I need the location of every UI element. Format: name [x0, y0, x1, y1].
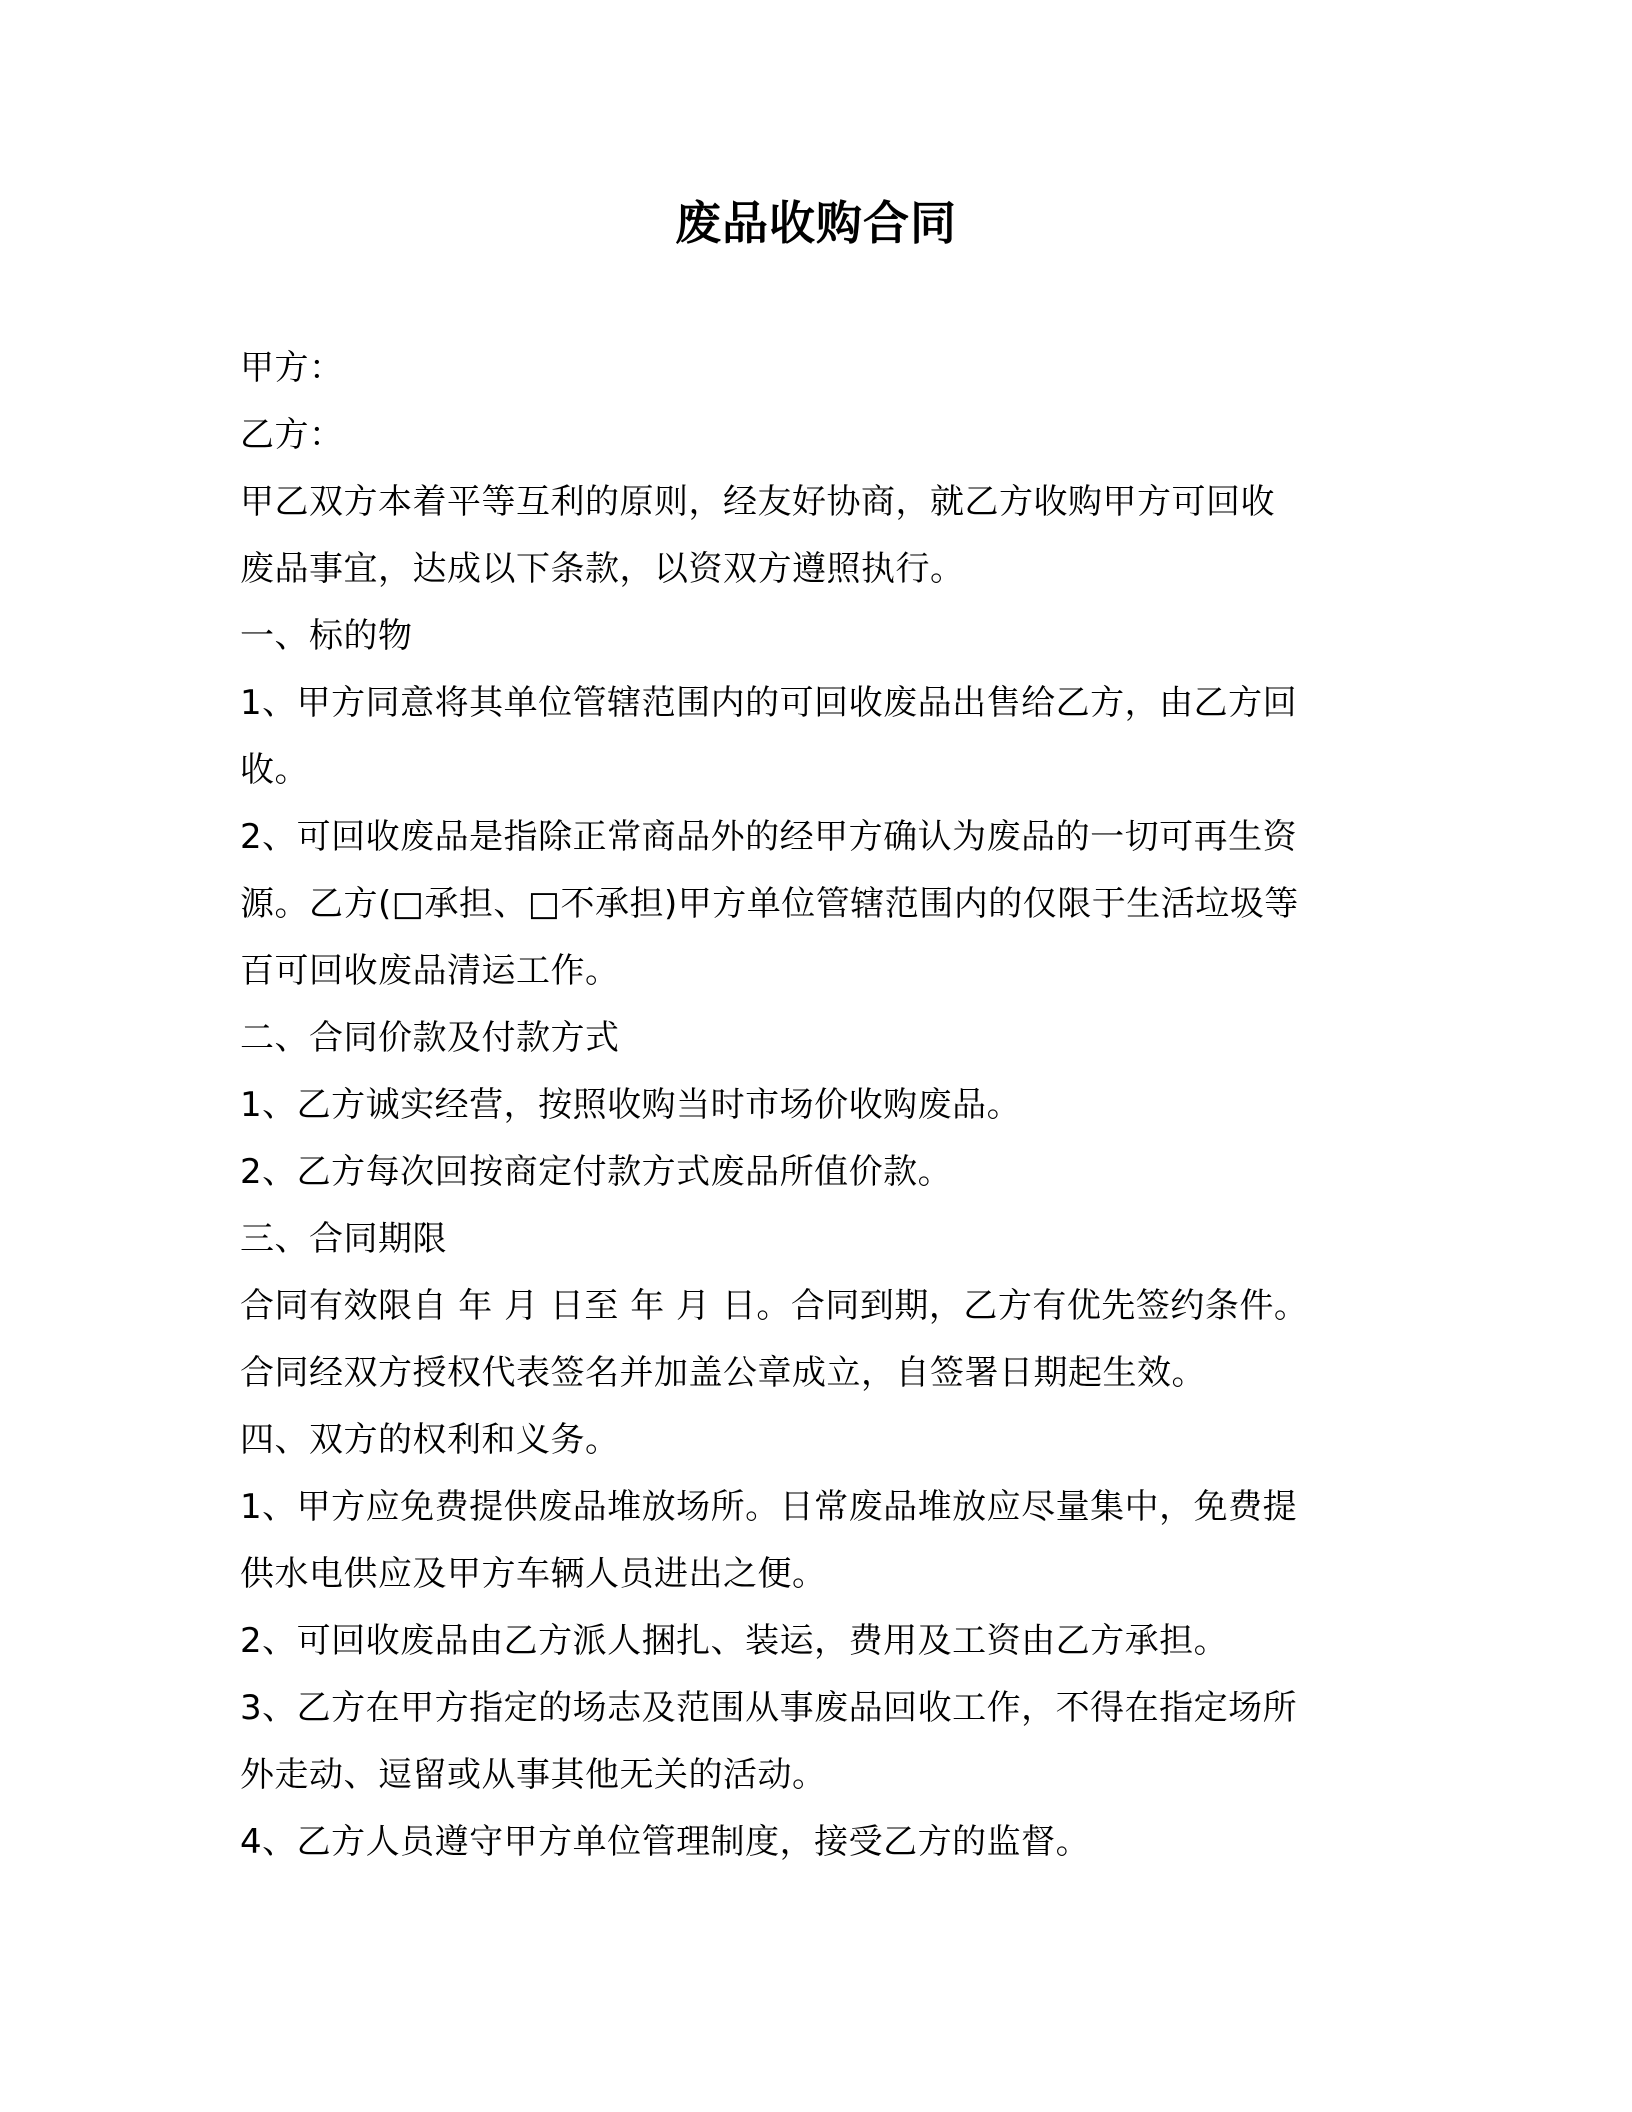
text-line: 合同经双方授权代表签名并加盖公章成立，自签署日期起生效。 — [240, 1353, 1206, 1393]
text-line: 1、乙方诚实经营，按照收购当时市场价收购废品。 — [240, 1085, 1022, 1125]
text-line: 乙方： — [240, 415, 344, 455]
text-line: 2、可回收废品是指除正常商品外的经甲方确认为废品的一切可再生资 — [240, 817, 1298, 857]
text-line: 外走动、逗留或从事其他无关的活动。 — [240, 1755, 827, 1795]
document-body — [240, 335, 1390, 1876]
section-heading: 二、合同价款及付款方式 — [240, 1018, 620, 1058]
text-line: 2、可回收废品由乙方派人捆扎、装运，费用及工资由乙方承担。 — [240, 1621, 1229, 1661]
text-line: 合同有效限自 年 月 日至 年 月 日。合同到期，乙方有优先签约条件。 — [240, 1286, 1309, 1326]
text-line: 百可回收废品清运工作。 — [240, 951, 620, 991]
text-line: 4、乙方人员遵守甲方单位管理制度，接受乙方的监督。 — [240, 1822, 1091, 1862]
text-line: 供水电供应及甲方车辆人员进出之便。 — [240, 1554, 827, 1594]
text-line: 甲方： — [240, 348, 344, 388]
text-line: 2、乙方每次回按商定付款方式废品所值价款。 — [240, 1152, 953, 1192]
text-line: 1、甲方同意将其单位管辖范围内的可回收废品出售给乙方，由乙方回 — [240, 683, 1298, 723]
section-heading: 四、双方的权利和义务。 — [240, 1420, 620, 1460]
text-line: 1、甲方应免费提供废品堆放场所。日常废品堆放应尽量集中，免费提 — [240, 1487, 1298, 1527]
text-line: 源。乙方(□承担、□不承担)甲方单位管辖范围内的仅限于生活垃圾等 — [240, 884, 1299, 924]
text-line: 甲乙双方本着平等互利的原则，经友好协商，就乙方收购甲方可回收 — [240, 482, 1275, 522]
section-heading: 一、标的物 — [240, 616, 413, 656]
section-heading: 三、合同期限 — [240, 1219, 447, 1259]
text-line: 废品事宜，达成以下条款，以资双方遵照执行。 — [240, 549, 965, 589]
text-line: 收。 — [240, 750, 309, 790]
document-title: 废品收购合同 — [675, 196, 957, 250]
text-line: 3、乙方在甲方指定的场志及范围从事废品回收工作，不得在指定场所 — [240, 1688, 1298, 1728]
